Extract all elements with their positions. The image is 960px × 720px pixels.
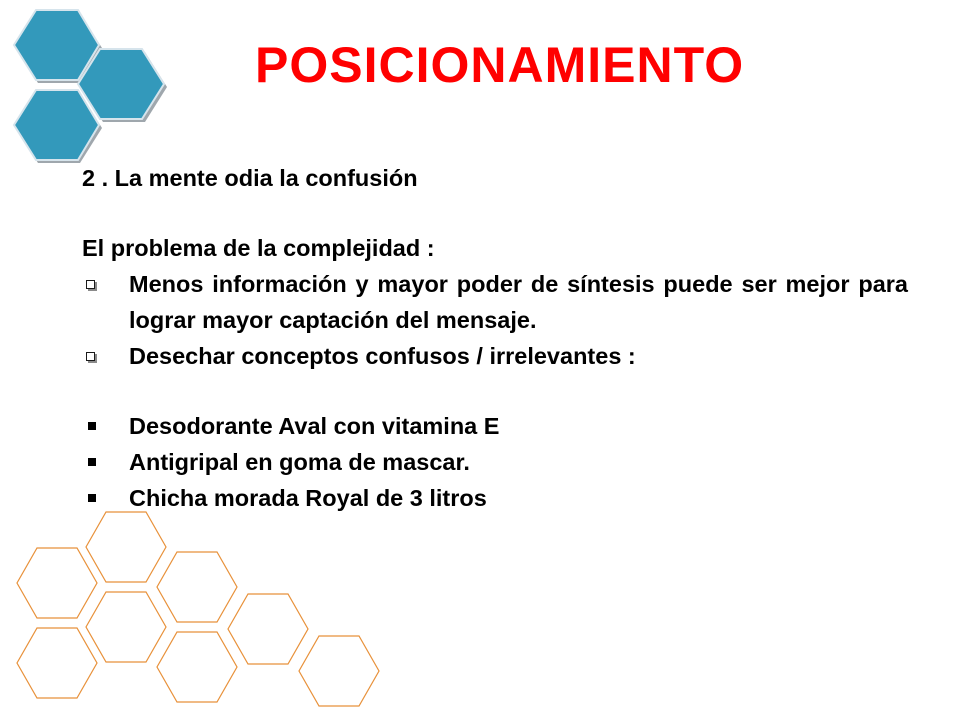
example-list-item bbox=[82, 480, 908, 516]
square-bullet-icon bbox=[88, 422, 96, 430]
orange-hexagon-outline-icon bbox=[17, 548, 97, 618]
orange-hexagon-outline-icon bbox=[17, 628, 97, 698]
checkbox-bullet-icon bbox=[86, 352, 95, 361]
example-list-item bbox=[82, 444, 908, 480]
slide-body bbox=[82, 160, 908, 516]
list-item-text: Desodorante Aval con vitamina E bbox=[129, 413, 500, 439]
top-hexagon-cluster bbox=[14, 10, 167, 163]
square-bullet-icon bbox=[88, 494, 96, 502]
orange-hexagon-outline-icon bbox=[86, 512, 166, 582]
spacer bbox=[82, 374, 908, 408]
list-item-text: Antigripal en goma de mascar. bbox=[129, 449, 470, 475]
checkbox-list-item bbox=[82, 338, 908, 374]
list-item-text: Desechar conceptos confusos / irrelevantes : bbox=[129, 343, 636, 369]
section-heading: El problema de la complejidad : bbox=[82, 235, 435, 261]
subtitle: 2 . La mente odia la confusión bbox=[82, 165, 418, 191]
slide-title: POSICIONAMIENTO bbox=[255, 37, 745, 93]
example-list-item bbox=[82, 408, 908, 444]
orange-hexagon-outline-icon bbox=[228, 594, 308, 664]
square-bullet-icon bbox=[88, 458, 96, 466]
list-item-text: Menos información y mayor poder de síntesis puede ser mejor para lograr mayor captación del mensaje. bbox=[129, 271, 908, 333]
orange-hexagon-outline-icon bbox=[157, 552, 237, 622]
orange-hexagon-outline-icon bbox=[299, 636, 379, 706]
orange-hexagon-outline-icon bbox=[157, 632, 237, 702]
checkbox-bullet-icon bbox=[86, 280, 95, 289]
list-item-text: Chicha morada Royal de 3 litros bbox=[129, 485, 487, 511]
checkbox-list-item bbox=[82, 266, 908, 338]
orange-hexagon-outline-icon bbox=[86, 592, 166, 662]
bottom-hexagon-cluster bbox=[17, 512, 379, 706]
spacer bbox=[82, 196, 908, 230]
